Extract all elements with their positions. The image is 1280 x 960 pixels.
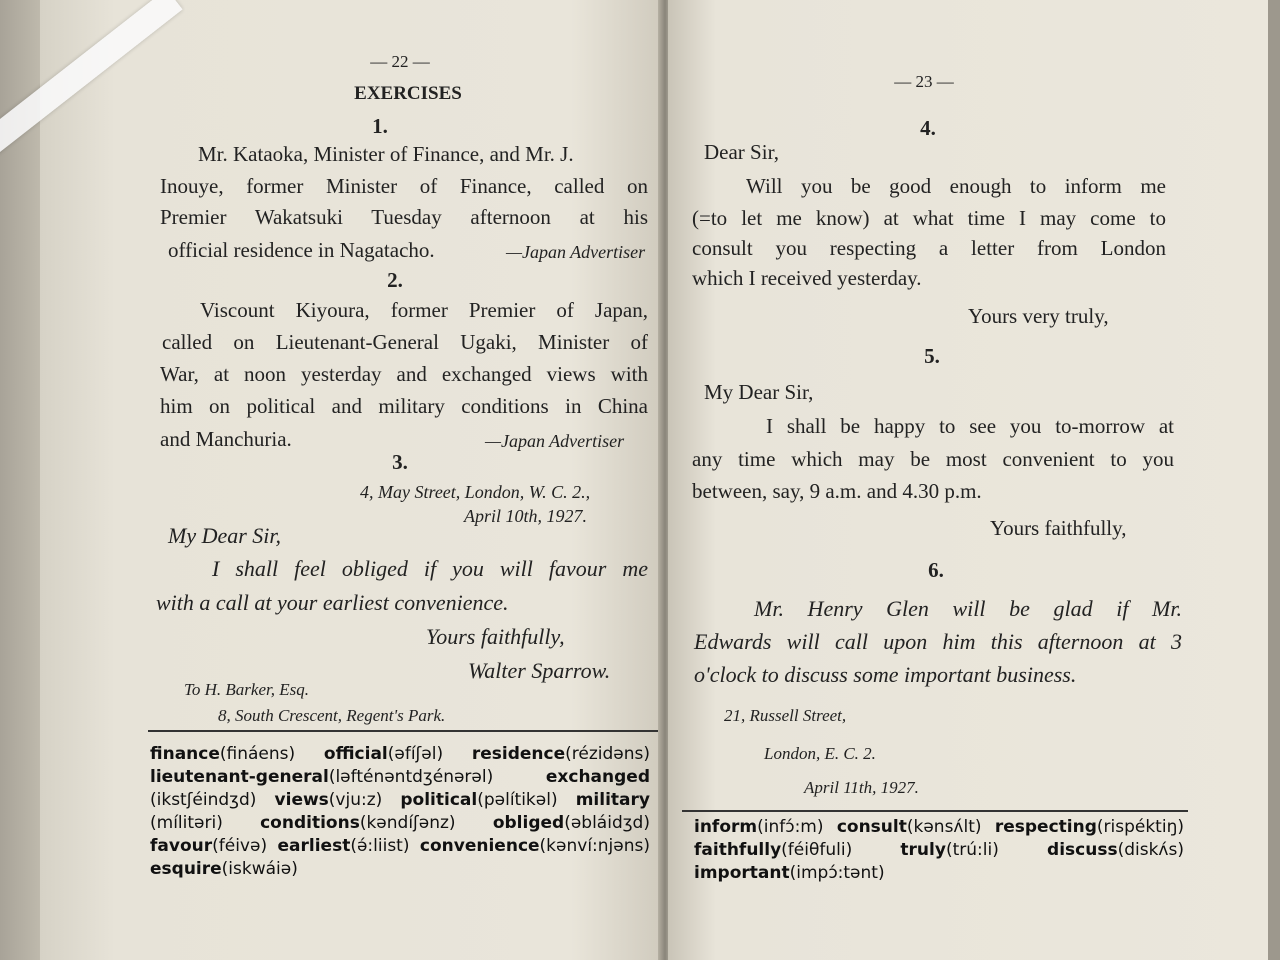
- glossary-entry: (ikstʃéindʒd): [150, 790, 257, 810]
- exercise-4-line-3: consult you respecting a letter from London: [692, 236, 1166, 260]
- exercise-1-line-3: Premier Wakatsuki Tuesday afternoon at his: [160, 205, 648, 229]
- glossary-entry: consult(kənsʌ́lt): [836, 817, 982, 837]
- letter-closing: Yours faithfully,: [426, 624, 565, 649]
- page-number-right: — 23 —: [894, 72, 954, 91]
- letter-recipient: To H. Barker, Esq.: [184, 680, 309, 699]
- glossary-entry: military: [575, 790, 650, 810]
- glossary-entry: lieutenant-general(ləfténəntdʒénərəl): [150, 767, 494, 787]
- glossary-entry: political(pəlítikəl): [400, 790, 558, 810]
- glossary-rule: [148, 730, 658, 732]
- letter-signature: Walter Sparrow.: [468, 658, 611, 683]
- exercise-number: 5.: [924, 344, 940, 368]
- exercise-6-line-2: Edwards will call upon him this afternoon at 3: [694, 629, 1182, 654]
- glossary-row: [694, 839, 1184, 862]
- glossary-entry: official(əfíʃəl): [323, 744, 444, 764]
- letter-salutation: Dear Sir,: [704, 140, 779, 164]
- exercise-1-source: —Japan Advertiser: [506, 242, 646, 262]
- exercise-1-line-1: Mr. Kataoka, Minister of Finance, and Mr. J.: [198, 142, 574, 166]
- exercise-2-line-4: him on political and military conditions in China: [160, 394, 648, 418]
- glossary-entry: favour(féivə): [150, 836, 268, 856]
- exercise-5-line-3: between, say, 9 a.m. and 4.30 p.m.: [692, 479, 982, 503]
- exercise-number: 6.: [928, 558, 944, 582]
- exercise-6-line-3: o'clock to discuss some important business.: [694, 662, 1077, 687]
- glossary-left: [150, 743, 650, 881]
- exercise-2-source: —Japan Advertiser: [485, 431, 625, 451]
- exercise-number: 1.: [372, 114, 388, 138]
- glossary-entry: views(vju:z): [274, 790, 383, 810]
- page-number-left: — 22 —: [370, 52, 430, 71]
- glossary-entry: convenience(kənví:njəns): [419, 836, 650, 856]
- exercise-2-line-2: called on Lieutenant-General Ugaki, Minister of: [162, 330, 648, 354]
- glossary-row: [150, 812, 650, 835]
- note-city: London, E. C. 2.: [764, 744, 876, 763]
- exercise-4-line-4: which I received yesterday.: [692, 266, 922, 290]
- letter-closing: Yours very truly,: [968, 304, 1109, 328]
- note-address: 21, Russell Street,: [724, 706, 847, 725]
- glossary-entry: conditions(kəndíʃənz): [260, 813, 456, 833]
- glossary-row: [150, 743, 650, 766]
- glossary-row: [694, 862, 1184, 885]
- glossary-entry: finance(fináens): [150, 744, 296, 764]
- glossary-entry: (mílitəri): [150, 813, 223, 833]
- glossary-entry: residence(rézidəns): [471, 744, 650, 764]
- letter-body-line-2: with a call at your earliest convenience.: [156, 590, 509, 615]
- exercise-1-line-2: Inouye, former Minister of Finance, called on: [160, 174, 648, 198]
- glossary-entry: discuss(diskʌ́s): [1047, 840, 1184, 860]
- glossary-entry: important(impɔ́:tənt): [694, 863, 885, 883]
- exercise-4-line-1: Will you be good enough to inform me: [746, 174, 1166, 198]
- glossary-entry: respecting(rispéktiŋ): [994, 817, 1184, 837]
- right-page: [668, 0, 1268, 960]
- exercise-4-line-2: (=to let me know) at what time I may come to: [692, 206, 1166, 230]
- letter-salutation: My Dear Sir,: [704, 380, 814, 404]
- glossary-rule: [682, 810, 1188, 812]
- letter-salutation: My Dear Sir,: [168, 523, 282, 548]
- exercise-1-line-4: official residence in Nagatacho.: [168, 238, 435, 262]
- glossary-row: [150, 766, 650, 789]
- letter-address: 4, May Street, London, W. C. 2.,: [360, 482, 591, 502]
- glossary-right: [694, 816, 1184, 885]
- exercise-5-line-2: any time which may be most convenient to you: [692, 447, 1174, 471]
- exercise-6-line-1: Mr. Henry Glen will be glad if Mr.: [754, 596, 1182, 621]
- exercise-number: 4.: [920, 116, 936, 140]
- letter-closing: Yours faithfully,: [990, 516, 1127, 540]
- letter-date: April 10th, 1927.: [464, 506, 588, 526]
- exercise-2-line-3: War, at noon yesterday and exchanged views with: [160, 362, 648, 386]
- glossary-row: [150, 858, 650, 881]
- glossary-row: [150, 789, 650, 812]
- left-page: [40, 0, 665, 960]
- exercise-number: 3.: [392, 450, 408, 474]
- exercise-2-line-1: Viscount Kiyoura, former Premier of Japan,: [200, 298, 648, 322]
- glossary-entry: truly(trú:li): [900, 840, 999, 860]
- exercise-number: 2.: [387, 268, 403, 292]
- glossary-entry: exchanged: [545, 767, 650, 787]
- glossary-entry: inform(infɔ́:m): [694, 817, 824, 837]
- note-date: April 11th, 1927.: [804, 778, 919, 797]
- glossary-row: [150, 835, 650, 858]
- exercise-5-line-1: I shall be happy to see you to-morrow at: [766, 414, 1174, 438]
- glossary-row: [694, 816, 1184, 839]
- glossary-entry: obliged(əbláidʒd): [492, 813, 650, 833]
- exercise-2-line-5: and Manchuria.: [160, 427, 292, 451]
- glossary-entry: esquire(iskwáiə): [150, 859, 298, 879]
- letter-body-line-1: I shall feel obliged if you will favour me: [212, 556, 648, 581]
- glossary-entry: earliest(ə́:liist): [277, 836, 410, 856]
- glossary-entry: faithfully(féiθfuli): [694, 840, 853, 860]
- exercises-heading: EXERCISES: [354, 83, 462, 104]
- letter-recipient-address: 8, South Crescent, Regent's Park.: [218, 706, 446, 725]
